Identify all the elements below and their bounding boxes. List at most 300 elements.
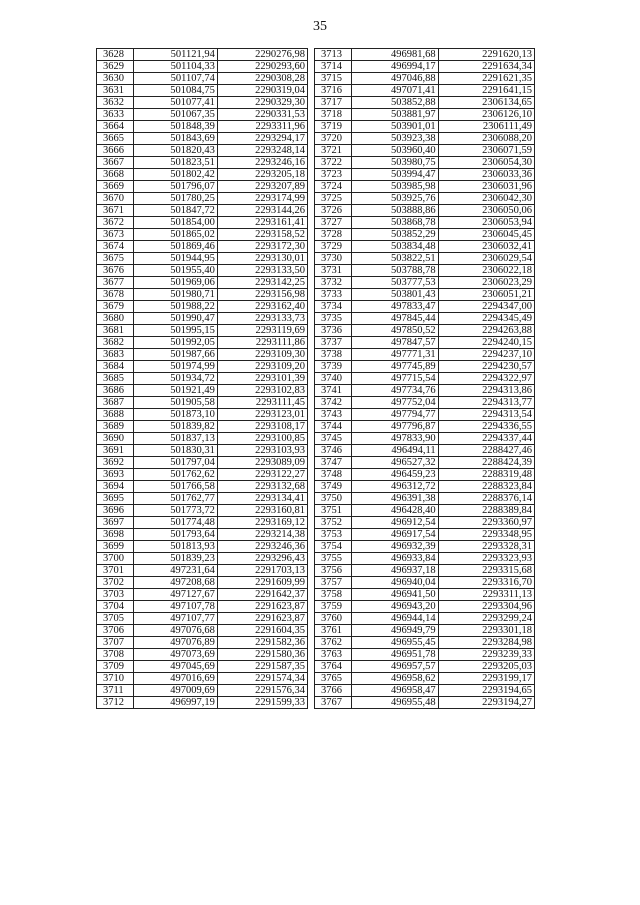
y-coordinate-cell: 2293301,18 xyxy=(438,625,534,637)
table-row xyxy=(315,325,535,337)
table-row xyxy=(97,541,308,553)
x-coordinate-cell: 496527,32 xyxy=(351,457,438,469)
table-row xyxy=(315,649,535,661)
table-row xyxy=(97,73,308,85)
table-row xyxy=(97,193,308,205)
table-row xyxy=(315,505,535,517)
y-coordinate-cell: 2306022,18 xyxy=(438,265,534,277)
point-number-cell: 3709 xyxy=(97,661,134,673)
table-row xyxy=(315,697,535,709)
x-coordinate-cell: 501988,22 xyxy=(133,301,217,313)
table-row xyxy=(97,445,308,457)
x-coordinate-cell: 501955,40 xyxy=(133,265,217,277)
table-row xyxy=(97,301,308,313)
y-coordinate-cell: 2293162,40 xyxy=(217,301,307,313)
x-coordinate-cell: 503852,29 xyxy=(351,229,438,241)
x-coordinate-cell: 496494,11 xyxy=(351,445,438,457)
y-coordinate-cell: 2293130,01 xyxy=(217,253,307,265)
y-coordinate-cell: 2293161,41 xyxy=(217,217,307,229)
table-row xyxy=(315,301,535,313)
x-coordinate-cell: 497771,31 xyxy=(351,349,438,361)
x-coordinate-cell: 501121,94 xyxy=(133,49,217,61)
x-coordinate-cell: 497850,52 xyxy=(351,325,438,337)
y-coordinate-cell: 2293194,65 xyxy=(438,685,534,697)
y-coordinate-cell: 2293109,30 xyxy=(217,349,307,361)
x-coordinate-cell: 496955,45 xyxy=(351,637,438,649)
table-row xyxy=(315,241,535,253)
x-coordinate-cell: 501921,49 xyxy=(133,385,217,397)
table-row xyxy=(315,265,535,277)
x-coordinate-cell: 501107,74 xyxy=(133,73,217,85)
y-coordinate-cell: 2306042,30 xyxy=(438,193,534,205)
x-coordinate-cell: 501104,33 xyxy=(133,61,217,73)
table-row xyxy=(97,625,308,637)
point-number-cell: 3632 xyxy=(97,97,134,109)
table-row xyxy=(315,409,535,421)
point-number-cell: 3698 xyxy=(97,529,134,541)
y-coordinate-cell: 2293294,17 xyxy=(217,133,307,145)
point-number-cell: 3675 xyxy=(97,253,134,265)
x-coordinate-cell: 496951,78 xyxy=(351,649,438,661)
table-row xyxy=(97,361,308,373)
y-coordinate-cell: 2290331,53 xyxy=(217,109,307,121)
y-coordinate-cell: 2293304,96 xyxy=(438,601,534,613)
point-number-cell: 3722 xyxy=(315,157,352,169)
x-coordinate-cell: 501905,58 xyxy=(133,397,217,409)
x-coordinate-cell: 497127,67 xyxy=(133,589,217,601)
y-coordinate-cell: 2294263,88 xyxy=(438,325,534,337)
table-row xyxy=(315,493,535,505)
table-row xyxy=(315,457,535,469)
table-row xyxy=(97,553,308,565)
point-number-cell: 3681 xyxy=(97,325,134,337)
point-number-cell: 3749 xyxy=(315,481,352,493)
x-coordinate-cell: 496957,57 xyxy=(351,661,438,673)
y-coordinate-cell: 2293103,93 xyxy=(217,445,307,457)
x-coordinate-cell: 503923,38 xyxy=(351,133,438,145)
point-number-cell: 3745 xyxy=(315,433,352,445)
x-coordinate-cell: 501813,93 xyxy=(133,541,217,553)
x-coordinate-cell: 503801,43 xyxy=(351,289,438,301)
x-coordinate-cell: 501995,15 xyxy=(133,325,217,337)
x-coordinate-cell: 496941,50 xyxy=(351,589,438,601)
point-number-cell: 3742 xyxy=(315,397,352,409)
y-coordinate-cell: 2294230,57 xyxy=(438,361,534,373)
table-row xyxy=(315,517,535,529)
y-coordinate-cell: 2293248,14 xyxy=(217,145,307,157)
table-row xyxy=(97,325,308,337)
point-number-cell: 3744 xyxy=(315,421,352,433)
point-number-cell: 3705 xyxy=(97,613,134,625)
y-coordinate-cell: 2293205,18 xyxy=(217,169,307,181)
table-row xyxy=(97,205,308,217)
table-row xyxy=(97,157,308,169)
point-number-cell: 3718 xyxy=(315,109,352,121)
x-coordinate-cell: 497833,47 xyxy=(351,301,438,313)
point-number-cell: 3676 xyxy=(97,265,134,277)
table-row xyxy=(315,685,535,697)
table-row xyxy=(97,421,308,433)
table-row xyxy=(97,685,308,697)
y-coordinate-cell: 2293169,12 xyxy=(217,517,307,529)
x-coordinate-cell: 496955,48 xyxy=(351,697,438,709)
point-number-cell: 3757 xyxy=(315,577,352,589)
y-coordinate-cell: 2293158,52 xyxy=(217,229,307,241)
table-row xyxy=(97,121,308,133)
y-coordinate-cell: 2293348,95 xyxy=(438,529,534,541)
x-coordinate-cell: 503788,78 xyxy=(351,265,438,277)
x-coordinate-cell: 503822,51 xyxy=(351,253,438,265)
y-coordinate-cell: 2288323,84 xyxy=(438,481,534,493)
table-row xyxy=(315,337,535,349)
point-number-cell: 3738 xyxy=(315,349,352,361)
x-coordinate-cell: 503881,97 xyxy=(351,109,438,121)
x-coordinate-cell: 501839,82 xyxy=(133,421,217,433)
x-coordinate-cell: 497045,69 xyxy=(133,661,217,673)
x-coordinate-cell: 497107,77 xyxy=(133,613,217,625)
point-number-cell: 3726 xyxy=(315,205,352,217)
table-row xyxy=(315,385,535,397)
y-coordinate-cell: 2306023,29 xyxy=(438,277,534,289)
y-coordinate-cell: 2306111,49 xyxy=(438,121,534,133)
y-coordinate-cell: 2294240,15 xyxy=(438,337,534,349)
x-coordinate-cell: 501823,51 xyxy=(133,157,217,169)
table-row xyxy=(315,121,535,133)
x-coordinate-cell: 503868,78 xyxy=(351,217,438,229)
table-row xyxy=(315,601,535,613)
point-number-cell: 3712 xyxy=(97,697,134,709)
table-row xyxy=(315,181,535,193)
point-number-cell: 3678 xyxy=(97,289,134,301)
x-coordinate-cell: 497796,87 xyxy=(351,421,438,433)
table-row xyxy=(315,145,535,157)
table-row xyxy=(97,85,308,97)
x-coordinate-cell: 501796,07 xyxy=(133,181,217,193)
point-number-cell: 3628 xyxy=(97,49,134,61)
point-number-cell: 3704 xyxy=(97,601,134,613)
table-row xyxy=(315,277,535,289)
x-coordinate-cell: 501992,05 xyxy=(133,337,217,349)
y-coordinate-cell: 2293172,30 xyxy=(217,241,307,253)
point-number-cell: 3693 xyxy=(97,469,134,481)
point-number-cell: 3702 xyxy=(97,577,134,589)
y-coordinate-cell: 2291582,36 xyxy=(217,637,307,649)
table-row xyxy=(315,469,535,481)
table-row xyxy=(97,97,308,109)
x-coordinate-cell: 503888,86 xyxy=(351,205,438,217)
point-number-cell: 3673 xyxy=(97,229,134,241)
x-coordinate-cell: 503901,01 xyxy=(351,121,438,133)
table-row xyxy=(315,361,535,373)
y-coordinate-cell: 2306053,94 xyxy=(438,217,534,229)
point-number-cell: 3700 xyxy=(97,553,134,565)
point-number-cell: 3684 xyxy=(97,361,134,373)
table-row xyxy=(315,553,535,565)
x-coordinate-cell: 501762,62 xyxy=(133,469,217,481)
y-coordinate-cell: 2306071,59 xyxy=(438,145,534,157)
table-row xyxy=(315,625,535,637)
point-number-cell: 3665 xyxy=(97,133,134,145)
x-coordinate-cell: 496943,20 xyxy=(351,601,438,613)
table-row xyxy=(315,253,535,265)
x-coordinate-cell: 501830,31 xyxy=(133,445,217,457)
y-coordinate-cell: 2291609,99 xyxy=(217,577,307,589)
point-number-cell: 3686 xyxy=(97,385,134,397)
x-coordinate-cell: 496958,47 xyxy=(351,685,438,697)
point-number-cell: 3733 xyxy=(315,289,352,301)
x-coordinate-cell: 496997,19 xyxy=(133,697,217,709)
y-coordinate-cell: 2291604,35 xyxy=(217,625,307,637)
point-number-cell: 3630 xyxy=(97,73,134,85)
point-number-cell: 3761 xyxy=(315,625,352,637)
point-number-cell: 3688 xyxy=(97,409,134,421)
y-coordinate-cell: 2293132,68 xyxy=(217,481,307,493)
table-row xyxy=(97,109,308,121)
y-coordinate-cell: 2306088,20 xyxy=(438,133,534,145)
y-coordinate-cell: 2294237,10 xyxy=(438,349,534,361)
y-coordinate-cell: 2290319,04 xyxy=(217,85,307,97)
y-coordinate-cell: 2293102,83 xyxy=(217,385,307,397)
point-number-cell: 3706 xyxy=(97,625,134,637)
y-coordinate-cell: 2288319,48 xyxy=(438,469,534,481)
x-coordinate-cell: 497752,04 xyxy=(351,397,438,409)
table-row xyxy=(315,589,535,601)
table-row xyxy=(97,517,308,529)
table-row xyxy=(97,697,308,709)
x-coordinate-cell: 503925,76 xyxy=(351,193,438,205)
x-coordinate-cell: 496932,39 xyxy=(351,541,438,553)
table-row xyxy=(315,661,535,673)
x-coordinate-cell: 501820,43 xyxy=(133,145,217,157)
table-row xyxy=(97,409,308,421)
y-coordinate-cell: 2294345,49 xyxy=(438,313,534,325)
table-row xyxy=(97,601,308,613)
y-coordinate-cell: 2291620,13 xyxy=(438,49,534,61)
table-row xyxy=(97,61,308,73)
y-coordinate-cell: 2291623,87 xyxy=(217,613,307,625)
point-number-cell: 3755 xyxy=(315,553,352,565)
table-row xyxy=(315,481,535,493)
table-row xyxy=(97,613,308,625)
x-coordinate-cell: 496917,54 xyxy=(351,529,438,541)
point-number-cell: 3753 xyxy=(315,529,352,541)
y-coordinate-cell: 2293123,01 xyxy=(217,409,307,421)
point-number-cell: 3721 xyxy=(315,145,352,157)
y-coordinate-cell: 2293205,03 xyxy=(438,661,534,673)
y-coordinate-cell: 2291599,33 xyxy=(217,697,307,709)
y-coordinate-cell: 2291642,37 xyxy=(217,589,307,601)
point-number-cell: 3731 xyxy=(315,265,352,277)
point-number-cell: 3703 xyxy=(97,589,134,601)
x-coordinate-cell: 497715,54 xyxy=(351,373,438,385)
y-coordinate-cell: 2306051,21 xyxy=(438,289,534,301)
table-row xyxy=(315,193,535,205)
table-row xyxy=(315,541,535,553)
y-coordinate-cell: 2291580,36 xyxy=(217,649,307,661)
y-coordinate-cell: 2306033,36 xyxy=(438,169,534,181)
x-coordinate-cell: 497208,68 xyxy=(133,577,217,589)
table-row xyxy=(97,397,308,409)
x-coordinate-cell: 497009,69 xyxy=(133,685,217,697)
point-number-cell: 3669 xyxy=(97,181,134,193)
point-number-cell: 3715 xyxy=(315,73,352,85)
point-number-cell: 3751 xyxy=(315,505,352,517)
point-number-cell: 3743 xyxy=(315,409,352,421)
point-number-cell: 3707 xyxy=(97,637,134,649)
y-coordinate-cell: 2293100,85 xyxy=(217,433,307,445)
point-number-cell: 3714 xyxy=(315,61,352,73)
y-coordinate-cell: 2291621,35 xyxy=(438,73,534,85)
y-coordinate-cell: 2294313,54 xyxy=(438,409,534,421)
y-coordinate-cell: 2293207,89 xyxy=(217,181,307,193)
point-number-cell: 3691 xyxy=(97,445,134,457)
y-coordinate-cell: 2294337,44 xyxy=(438,433,534,445)
y-coordinate-cell: 2290308,28 xyxy=(217,73,307,85)
y-coordinate-cell: 2291574,34 xyxy=(217,673,307,685)
table-row xyxy=(315,61,535,73)
table-row xyxy=(97,289,308,301)
x-coordinate-cell: 501848,39 xyxy=(133,121,217,133)
point-number-cell: 3732 xyxy=(315,277,352,289)
x-coordinate-cell: 501987,66 xyxy=(133,349,217,361)
point-number-cell: 3735 xyxy=(315,313,352,325)
point-number-cell: 3748 xyxy=(315,469,352,481)
y-coordinate-cell: 2293111,86 xyxy=(217,337,307,349)
y-coordinate-cell: 2306032,41 xyxy=(438,241,534,253)
coordinates-table-left xyxy=(96,48,308,709)
table-row xyxy=(97,637,308,649)
y-coordinate-cell: 2293328,31 xyxy=(438,541,534,553)
x-coordinate-cell: 497073,69 xyxy=(133,649,217,661)
point-number-cell: 3694 xyxy=(97,481,134,493)
y-coordinate-cell: 2293315,68 xyxy=(438,565,534,577)
point-number-cell: 3754 xyxy=(315,541,352,553)
y-coordinate-cell: 2306050,06 xyxy=(438,205,534,217)
point-number-cell: 3696 xyxy=(97,505,134,517)
y-coordinate-cell: 2293246,36 xyxy=(217,541,307,553)
y-coordinate-cell: 2294336,55 xyxy=(438,421,534,433)
y-coordinate-cell: 2293174,99 xyxy=(217,193,307,205)
point-number-cell: 3739 xyxy=(315,361,352,373)
y-coordinate-cell: 2293111,45 xyxy=(217,397,307,409)
point-number-cell: 3677 xyxy=(97,277,134,289)
table-row xyxy=(315,73,535,85)
x-coordinate-cell: 496994,17 xyxy=(351,61,438,73)
y-coordinate-cell: 2291634,34 xyxy=(438,61,534,73)
x-coordinate-cell: 501802,42 xyxy=(133,169,217,181)
x-coordinate-cell: 501843,69 xyxy=(133,133,217,145)
y-coordinate-cell: 2293311,96 xyxy=(217,121,307,133)
table-row xyxy=(315,565,535,577)
y-coordinate-cell: 2306134,65 xyxy=(438,97,534,109)
point-number-cell: 3667 xyxy=(97,157,134,169)
point-number-cell: 3697 xyxy=(97,517,134,529)
y-coordinate-cell: 2291641,15 xyxy=(438,85,534,97)
table-row xyxy=(97,589,308,601)
y-coordinate-cell: 2288389,84 xyxy=(438,505,534,517)
y-coordinate-cell: 2293133,73 xyxy=(217,313,307,325)
point-number-cell: 3717 xyxy=(315,97,352,109)
x-coordinate-cell: 497794,77 xyxy=(351,409,438,421)
point-number-cell: 3695 xyxy=(97,493,134,505)
y-coordinate-cell: 2293246,16 xyxy=(217,157,307,169)
table-row xyxy=(97,217,308,229)
x-coordinate-cell: 501084,75 xyxy=(133,85,217,97)
table-row xyxy=(315,133,535,145)
x-coordinate-cell: 501774,48 xyxy=(133,517,217,529)
y-coordinate-cell: 2290329,30 xyxy=(217,97,307,109)
table-row xyxy=(97,265,308,277)
x-coordinate-cell: 501974,99 xyxy=(133,361,217,373)
point-number-cell: 3727 xyxy=(315,217,352,229)
point-number-cell: 3747 xyxy=(315,457,352,469)
table-row xyxy=(315,97,535,109)
point-number-cell: 3728 xyxy=(315,229,352,241)
point-number-cell: 3687 xyxy=(97,397,134,409)
point-number-cell: 3682 xyxy=(97,337,134,349)
x-coordinate-cell: 497016,69 xyxy=(133,673,217,685)
point-number-cell: 3750 xyxy=(315,493,352,505)
y-coordinate-cell: 2293089,09 xyxy=(217,457,307,469)
x-coordinate-cell: 496912,54 xyxy=(351,517,438,529)
point-number-cell: 3633 xyxy=(97,109,134,121)
table-row xyxy=(97,577,308,589)
point-number-cell: 3679 xyxy=(97,301,134,313)
x-coordinate-cell: 501766,58 xyxy=(133,481,217,493)
point-number-cell: 3680 xyxy=(97,313,134,325)
point-number-cell: 3685 xyxy=(97,373,134,385)
table-row xyxy=(97,385,308,397)
table-row xyxy=(97,469,308,481)
x-coordinate-cell: 496958,62 xyxy=(351,673,438,685)
y-coordinate-cell: 2293284,98 xyxy=(438,637,534,649)
y-coordinate-cell: 2293299,24 xyxy=(438,613,534,625)
x-coordinate-cell: 497847,57 xyxy=(351,337,438,349)
x-coordinate-cell: 501934,72 xyxy=(133,373,217,385)
table-row xyxy=(315,349,535,361)
table-row xyxy=(97,229,308,241)
table-row xyxy=(97,433,308,445)
x-coordinate-cell: 496933,84 xyxy=(351,553,438,565)
x-coordinate-cell: 501847,72 xyxy=(133,205,217,217)
point-number-cell: 3668 xyxy=(97,169,134,181)
x-coordinate-cell: 497107,78 xyxy=(133,601,217,613)
y-coordinate-cell: 2293214,38 xyxy=(217,529,307,541)
table-row xyxy=(315,157,535,169)
point-number-cell: 3713 xyxy=(315,49,352,61)
y-coordinate-cell: 2293122,27 xyxy=(217,469,307,481)
table-row xyxy=(97,373,308,385)
point-number-cell: 3746 xyxy=(315,445,352,457)
table-row xyxy=(315,289,535,301)
table-row xyxy=(315,433,535,445)
point-number-cell: 3725 xyxy=(315,193,352,205)
point-number-cell: 3692 xyxy=(97,457,134,469)
x-coordinate-cell: 497231,64 xyxy=(133,565,217,577)
y-coordinate-cell: 2293311,13 xyxy=(438,589,534,601)
x-coordinate-cell: 501762,77 xyxy=(133,493,217,505)
point-number-cell: 3740 xyxy=(315,373,352,385)
table-row xyxy=(315,421,535,433)
y-coordinate-cell: 2291703,13 xyxy=(217,565,307,577)
x-coordinate-cell: 497046,88 xyxy=(351,73,438,85)
table-row xyxy=(97,313,308,325)
y-coordinate-cell: 2288427,46 xyxy=(438,445,534,457)
y-coordinate-cell: 2293360,97 xyxy=(438,517,534,529)
table-row xyxy=(97,181,308,193)
point-number-cell: 3729 xyxy=(315,241,352,253)
y-coordinate-cell: 2306029,54 xyxy=(438,253,534,265)
